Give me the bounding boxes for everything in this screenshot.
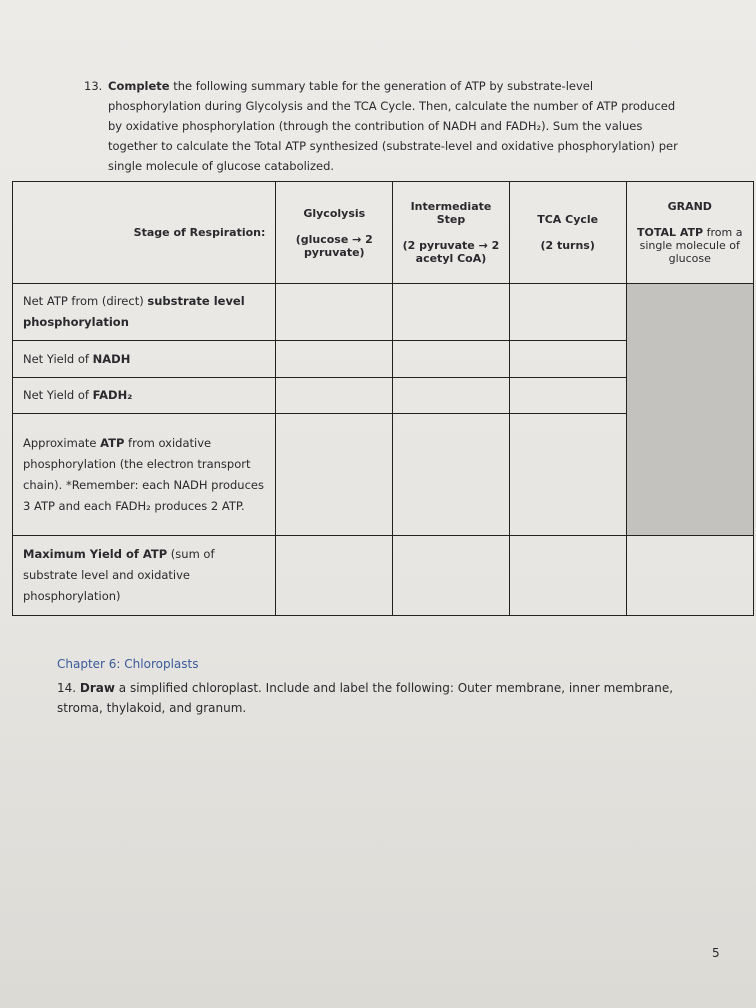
- cell[interactable]: [393, 536, 510, 616]
- cell[interactable]: [626, 536, 753, 616]
- cell[interactable]: [509, 536, 626, 616]
- cell[interactable]: [509, 414, 626, 536]
- question-13: [84, 76, 684, 176]
- row-label-maximum-yield: Maximum Yield of ATP (sum of substrate level and oxidative phosphorylation): [13, 536, 276, 616]
- cell[interactable]: [276, 284, 393, 341]
- question-14: 14. Draw a simplified chloroplast. Include and label the following: Outer membrane, inner membrane, stroma, thylakoid, and granum.: [57, 681, 674, 715]
- cell[interactable]: [276, 341, 393, 378]
- cell[interactable]: [509, 378, 626, 414]
- row-label-oxidative: Approximate ATP from oxidative phosphorylation (the electron transport chain). *Remember: each NADH produces 3 ATP and each FADH₂ produces 2 ATP.: [13, 414, 276, 536]
- row-label-substrate: Net ATP from (direct) substrate level phosphorylation: [13, 284, 276, 341]
- question-verb: Complete: [108, 79, 170, 93]
- stage-label: Stage of Respiration:: [13, 182, 276, 284]
- row-label-nadh: Net Yield of NADH: [13, 341, 276, 378]
- cell[interactable]: [276, 414, 393, 536]
- atp-summary-table: [12, 181, 754, 616]
- cell[interactable]: [276, 536, 393, 616]
- cell[interactable]: [393, 414, 510, 536]
- header-grand-total: GRAND TOTAL ATP from a single molecule of glucose: [626, 182, 753, 284]
- cell[interactable]: [393, 284, 510, 341]
- cell[interactable]: [509, 341, 626, 378]
- header-glycolysis: Glycolysis (glucose → 2 pyruvate): [276, 182, 393, 284]
- cell[interactable]: [509, 284, 626, 341]
- cell[interactable]: [276, 378, 393, 414]
- row-label-fadh2: Net Yield of FADH₂: [13, 378, 276, 414]
- grayed-cell: [626, 284, 753, 536]
- page-number: 5: [712, 946, 720, 960]
- header-intermediate: Intermediate Step (2 pyruvate → 2 acetyl CoA): [393, 182, 510, 284]
- chapter-heading: Chapter 6: Chloroplasts: [57, 657, 199, 671]
- cell[interactable]: [393, 378, 510, 414]
- cell[interactable]: [393, 341, 510, 378]
- header-tca: TCA Cycle (2 turns): [509, 182, 626, 284]
- question-number: 13.: [84, 79, 103, 93]
- question-text: the following summary table for the generation of ATP by substrate-level phosphorylation during Glycolysis and the TCA Cycle. Then, calculate the number of ATP produced by oxidative phosphorylation (through the contribution of NADH and FADH₂). Sum the values together to calculate the Total ATP synthesized (substrate-level and oxidative phosphorylation) per single molecule of glucose catabolized.: [108, 79, 678, 173]
